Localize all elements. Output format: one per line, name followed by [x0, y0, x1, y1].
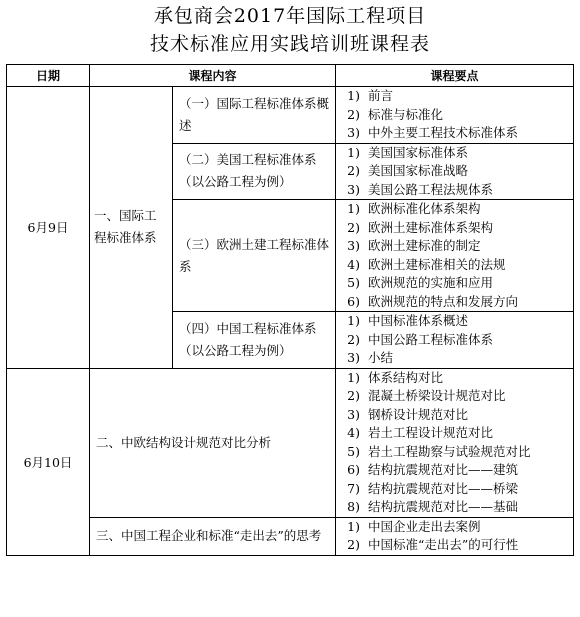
item-text: 结构抗震规范对比——桥梁: [368, 480, 519, 496]
item-number: 5): [347, 443, 360, 459]
item-number: 3): [347, 181, 360, 197]
item-text: 中国标准体系概述: [368, 313, 469, 328]
item-number: 5): [347, 275, 360, 290]
item-text: 标准与标准化: [368, 106, 444, 122]
item-text: 欧洲标准化体系架构: [368, 201, 481, 216]
item-text: 欧洲规范的特点和发展方向: [368, 293, 519, 309]
list-item: [336, 219, 573, 238]
item-text: 钢桥设计规范对比: [368, 406, 469, 422]
list-item: [336, 87, 573, 106]
topic-cell: （三）欧洲土建工程标准体系: [173, 200, 336, 312]
list-item: [336, 480, 573, 499]
item-number: 2): [347, 537, 360, 552]
item-text: 美国国家标准战略: [368, 163, 469, 178]
item-number: 7): [347, 480, 360, 496]
header-date: 日期: [7, 65, 90, 87]
list-item: [336, 406, 573, 425]
item-number: 1): [347, 88, 360, 103]
item-text: 美国公路工程法规体系: [368, 181, 494, 197]
item-number: 1): [347, 313, 360, 328]
item-number: 3): [347, 238, 360, 253]
item-text: 中国标准“走出去”的可行性: [368, 537, 519, 552]
list-item: [336, 144, 573, 163]
item-number: 2): [347, 163, 360, 178]
list-item: [336, 274, 573, 293]
topic-cell: （一）国际工程标准体系概述: [173, 87, 336, 144]
item-text: 欧洲土建标准的制定: [368, 238, 481, 253]
section-cell-part1: 一、国际工程标准体系: [90, 87, 173, 369]
table-row: [7, 517, 574, 555]
item-number: 6): [347, 462, 360, 477]
section-cell-part2: 二、中欧结构设计规范对比分析: [90, 368, 336, 517]
list-item: [336, 424, 573, 443]
section-cell-part3: 三、中国工程企业和标准“走出去”的思考: [90, 517, 336, 555]
item-number: 6): [347, 293, 360, 309]
item-text: 中国公路工程标准体系: [368, 331, 494, 347]
table-row: [7, 368, 574, 517]
item-number: 1): [347, 518, 360, 534]
list-item: [336, 162, 573, 181]
list-item: [336, 498, 573, 517]
item-number: 1): [347, 144, 360, 160]
item-text: 混凝土桥梁设计规范对比: [368, 388, 506, 403]
item-number: 1): [347, 369, 360, 385]
item-text: 中外主要工程技术标准体系: [368, 125, 519, 140]
item-text: 前言: [368, 88, 394, 103]
points-cell: [336, 87, 574, 144]
points-cell: [336, 143, 574, 200]
points-cell: [336, 368, 574, 517]
topic-cell: （二）美国工程标准体系（以公路工程为例）: [173, 143, 336, 200]
list-item: [336, 200, 573, 219]
list-item: [336, 443, 573, 462]
item-number: 2): [347, 219, 360, 235]
list-item: [336, 331, 573, 350]
list-item: [336, 387, 573, 406]
item-number: 2): [347, 106, 360, 122]
item-number: 3): [347, 350, 360, 365]
list-item: [336, 256, 573, 275]
topic-cell: （四）中国工程标准体系（以公路工程为例）: [173, 312, 336, 369]
list-item: [336, 536, 573, 555]
title-block: [0, 0, 580, 64]
item-number: 8): [347, 499, 360, 514]
item-text: 美国国家标准体系: [368, 144, 469, 160]
points-cell: [336, 517, 574, 555]
schedule-table: [6, 64, 574, 556]
item-number: 1): [347, 201, 360, 216]
item-number: 2): [347, 331, 360, 347]
item-text: 结构抗震规范对比——建筑: [368, 462, 519, 477]
item-text: 欧洲土建标准体系架构: [368, 219, 494, 235]
item-text: 结构抗震规范对比——基础: [368, 499, 519, 514]
item-number: 4): [347, 425, 360, 440]
list-item: [336, 124, 573, 143]
list-item: [336, 369, 573, 388]
list-item: [336, 461, 573, 480]
list-item: [336, 181, 573, 200]
header-content: 课程内容: [90, 65, 336, 87]
item-number: 4): [347, 256, 360, 272]
list-item: [336, 312, 573, 331]
item-text: 中国企业走出去案例: [368, 518, 481, 534]
list-item: [336, 349, 573, 368]
list-item: [336, 293, 573, 312]
item-number: 3): [347, 406, 360, 422]
item-number: 2): [347, 388, 360, 403]
item-text: 体系结构对比: [368, 369, 444, 385]
list-item: [336, 518, 573, 537]
item-text: 岩土工程勘察与试验规范对比: [368, 443, 531, 459]
list-item: [336, 106, 573, 125]
item-text: 欧洲规范的实施和应用: [368, 275, 494, 290]
page-title-line2: 技术标准应用实践培训班课程表: [149, 33, 430, 55]
item-text: 欧洲土建标准相关的法规: [368, 256, 506, 272]
list-item: [336, 237, 573, 256]
date-cell-day2: 6月10日: [7, 368, 90, 555]
table-row: [7, 87, 574, 144]
points-cell: [336, 200, 574, 312]
date-cell-day1: 6月9日: [7, 87, 90, 369]
page-title-line1: 承包商会2017年国际工程项目: [153, 5, 427, 27]
header-row: [7, 65, 574, 87]
points-cell: [336, 312, 574, 369]
header-points: 课程要点: [336, 65, 574, 87]
item-number: 3): [347, 125, 360, 140]
item-text: 小结: [368, 350, 394, 365]
item-text: 岩土工程设计规范对比: [368, 425, 494, 440]
